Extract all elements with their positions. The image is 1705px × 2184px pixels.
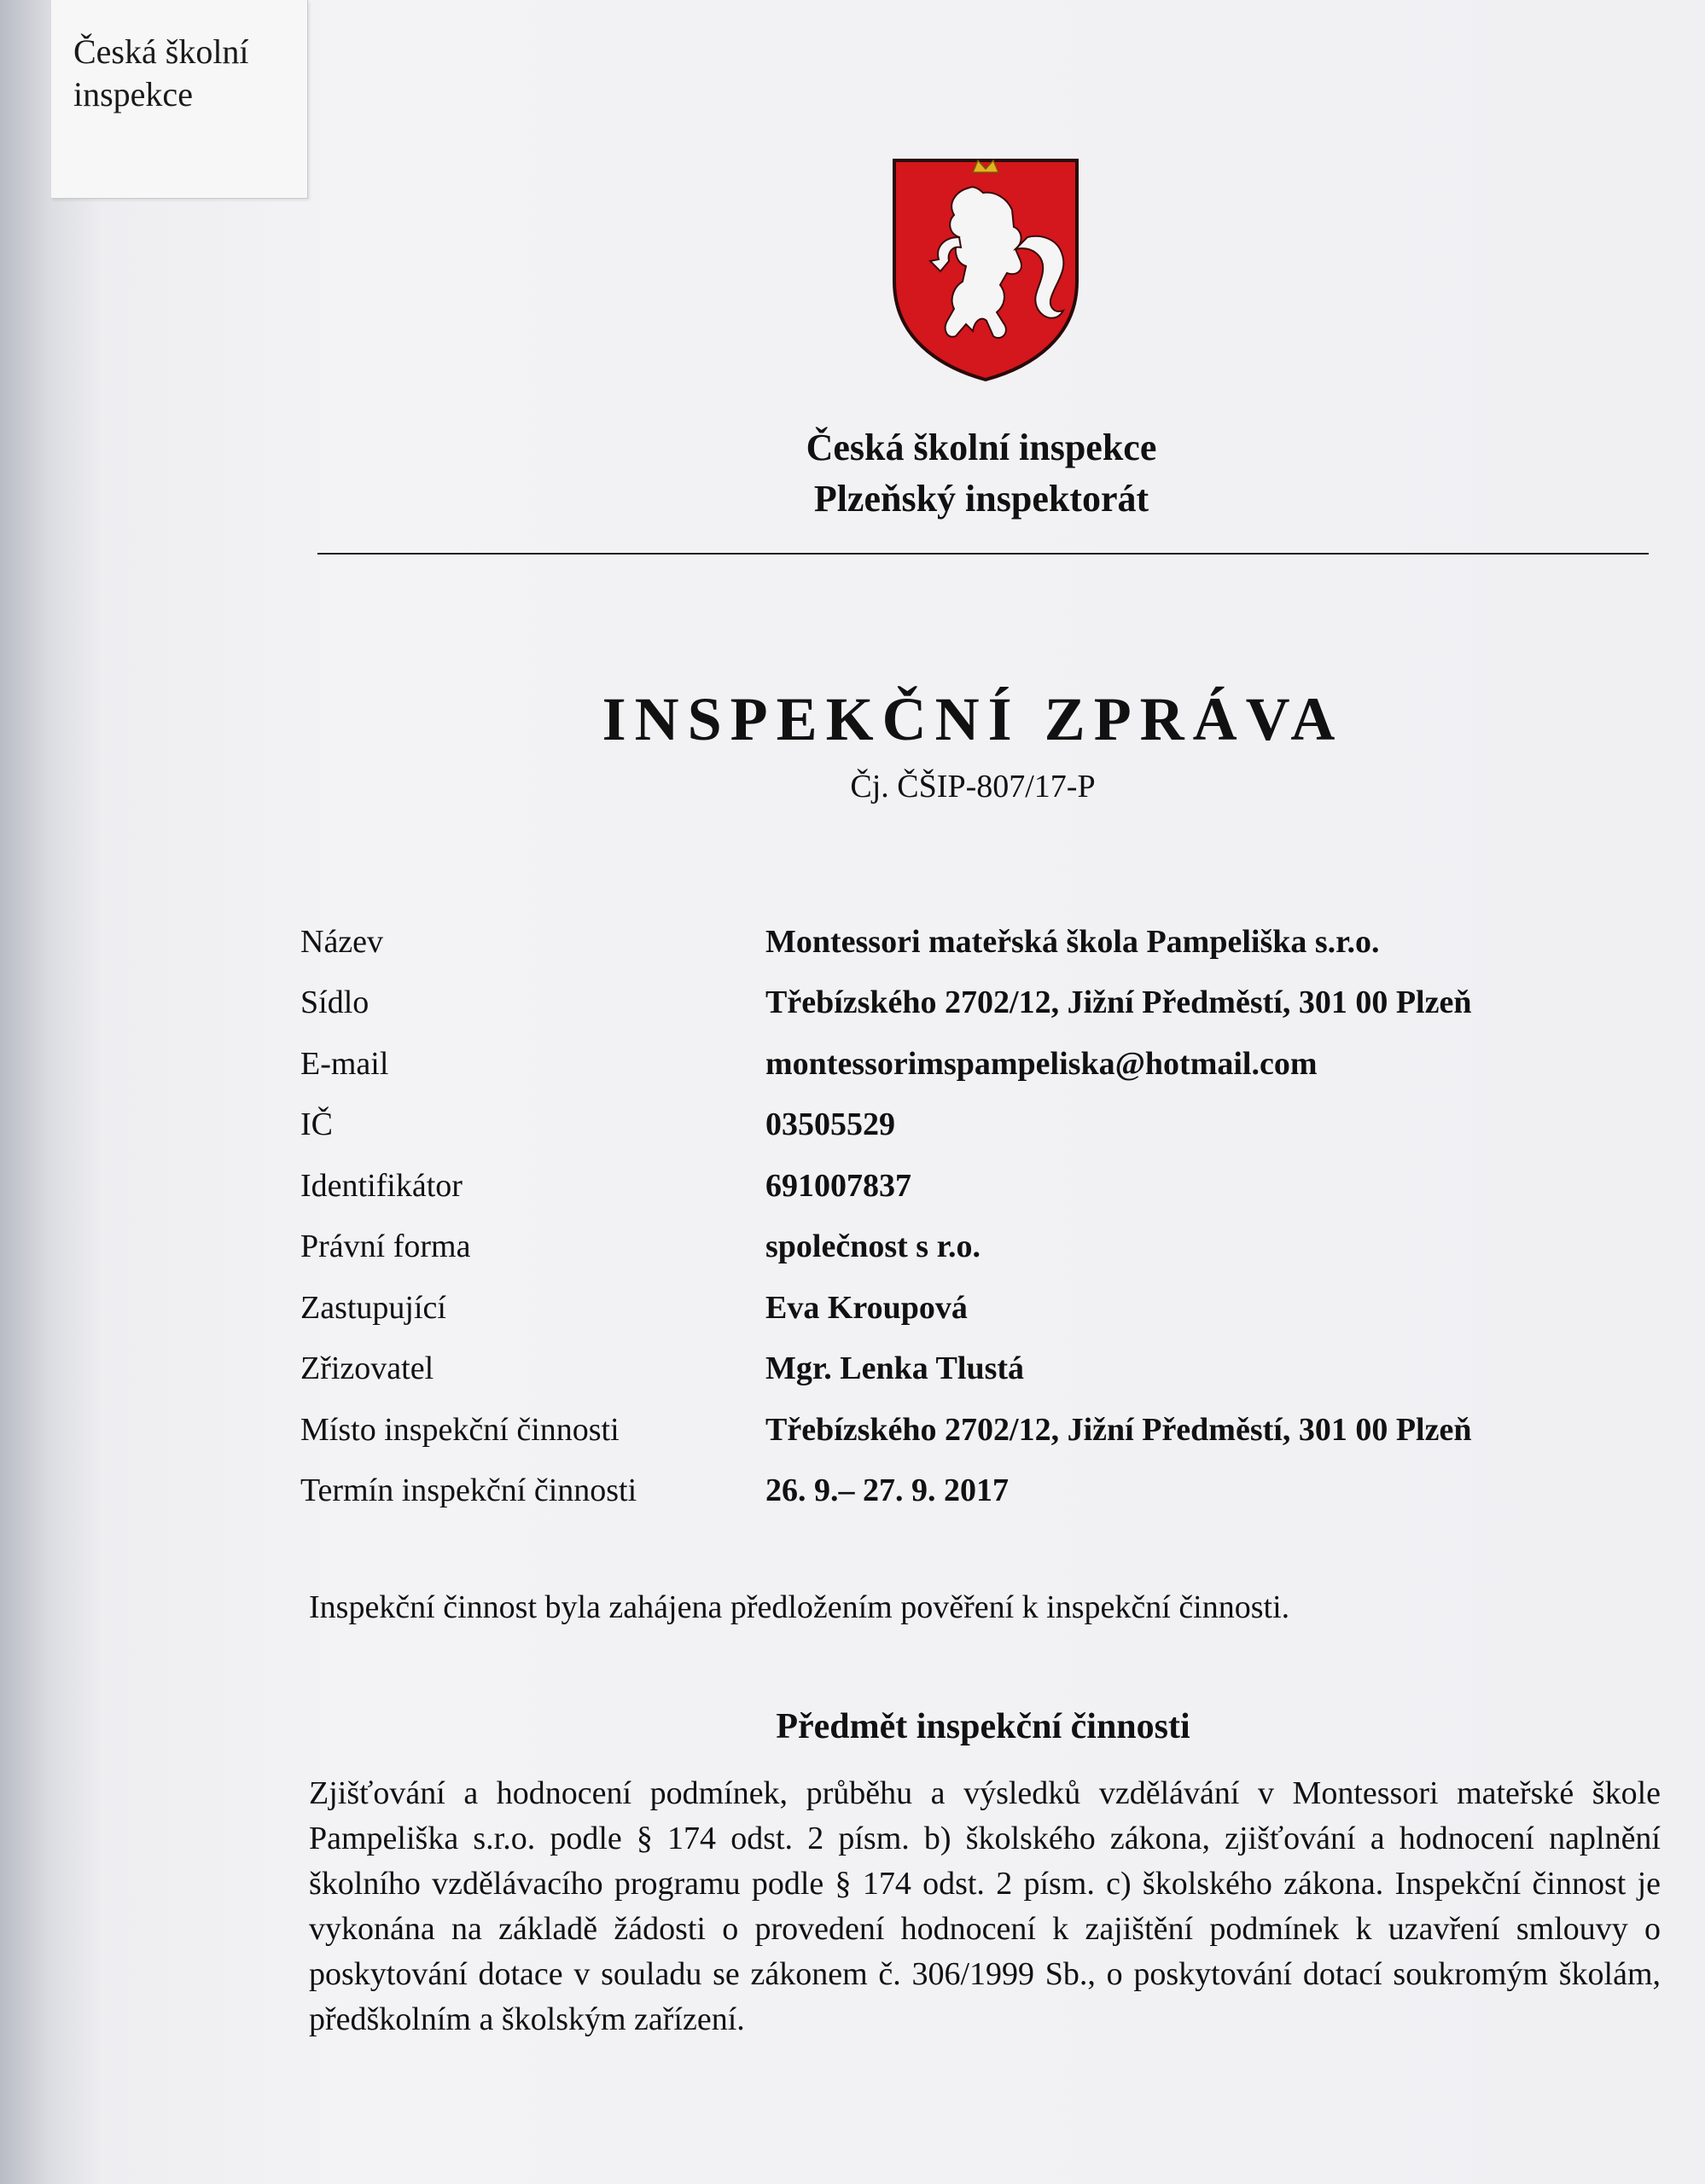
info-value: Třebízského 2702/12, Jižní Předměstí, 301 00 Plzeň (765, 985, 1472, 1021)
report-title: INSPEKČNÍ ZPRÁVA (602, 685, 1344, 753)
inspectorate-stamp-label (51, 0, 308, 199)
info-row-inspection-date (300, 1461, 1666, 1522)
info-value: Třebízského 2702/12, Jižní Předměstí, 301 00 Plzeň (765, 1411, 1472, 1448)
org-unit: Plzeňský inspektorát (813, 478, 1149, 520)
czech-coat-of-arms-icon (887, 154, 1084, 384)
issuer-block (631, 422, 1331, 525)
info-label: Název (300, 923, 384, 960)
info-value: 691007837 (765, 1167, 911, 1204)
info-row-legal-form (300, 1217, 1666, 1278)
stamp-line-2: inspekce (73, 75, 193, 113)
info-value: 03505529 (765, 1107, 895, 1143)
info-row-name (300, 911, 1666, 973)
info-label: Právní forma (300, 1228, 471, 1265)
stamp-line-1: Česká školní (73, 32, 249, 71)
info-value: společnost s r.o. (765, 1228, 981, 1265)
info-row-ico (300, 1095, 1666, 1156)
info-row-identifier (300, 1155, 1666, 1217)
info-value: Montessori mateřská škola Pampeliška s.r.o. (765, 923, 1380, 960)
info-label: Místo inspekční činnosti (300, 1411, 620, 1448)
info-value: Eva Kroupová (765, 1289, 968, 1326)
stamp-text (73, 31, 295, 116)
info-value: montessorimspampeliska@hotmail.com (765, 1045, 1318, 1082)
info-label: Sídlo (300, 985, 370, 1021)
reference-number: Čj. ČŠIP-807/17-P (850, 769, 1096, 804)
info-label: Termín inspekční činnosti (300, 1472, 637, 1509)
header-divider (317, 553, 1649, 555)
info-label: Identifikátor (300, 1167, 463, 1204)
subject-heading: Předmět inspekční činnosti (776, 1707, 1190, 1746)
info-label: Zřizovatel (300, 1350, 434, 1387)
info-label: IČ (300, 1107, 333, 1143)
info-row-seat (300, 973, 1666, 1034)
info-row-inspection-place (300, 1399, 1666, 1461)
org-name: Česká školní inspekce (806, 427, 1157, 468)
info-label: E-mail (300, 1045, 389, 1082)
info-label: Zastupující (300, 1289, 446, 1326)
school-info-table (300, 911, 1666, 1521)
info-row-representative (300, 1277, 1666, 1339)
intro-sentence: Inspekční činnost byla zahájena předložením pověření k inspekční činnosti. (309, 1589, 1290, 1625)
info-row-email (300, 1033, 1666, 1095)
info-row-founder (300, 1339, 1666, 1400)
info-value: Mgr. Lenka Tlustá (765, 1350, 1025, 1387)
info-value: 26. 9.– 27. 9. 2017 (765, 1472, 1009, 1509)
subject-paragraph: Zjišťování a hodnocení podmínek, průběhu a výsledků vzdělávání v Montessori mateřské škole Pampeliška s.r.o. podle § 174 odst. 2 písm. b) školského zákona, zjišťování a hodnocení naplnění školního vzdělávacího programu podle § 174 odst. 2 písm. c) školského zákona. Inspekční činnost je vykonána na základě žádosti o provedení hodnocení k zajištění podmínek k uzavření smlouvy o poskytování dotace v souladu se zákonem č. 306/1999 Sb., o poskytování dotací soukromým školám, předškolním a školským zařízení. (309, 1775, 1661, 2037)
